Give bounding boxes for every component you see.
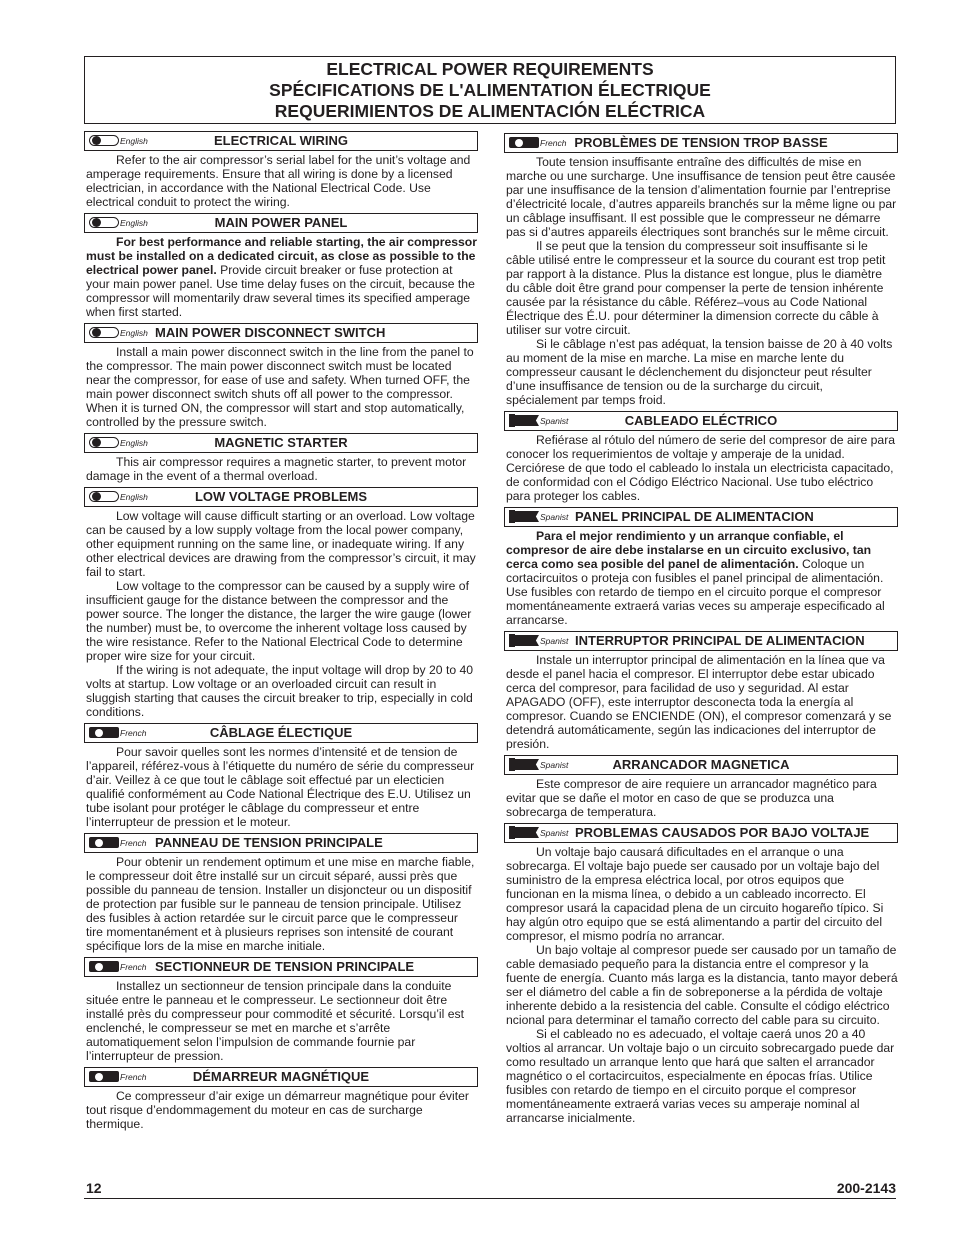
page-footer: [84, 1180, 896, 1199]
section: [84, 957, 478, 1063]
paragraph: Toute tension insuffisante entraîne des difficultés de mise en marche ou une surcharge. Une insuffisance de tension peut être causée par une insuffisance de la tension d’alimentation fournie par l’entreprise d’électricité locale, d’autres appareils branchés sur la même ligne ou par un câblage insuffisant. Il est possible que le compresseur ne démarre pas si d’autres appareils électriques sont branchés sur le même circuit.: [506, 155, 897, 239]
paragraph-text: Provide circuit breaker or fuse protection at your main power panel. Use time delay fuses on the circuit, because the compressor will momentarily draw several times its specified amperage when first started.: [86, 263, 475, 319]
section-heading: MAIN POWER PANEL: [214, 215, 348, 230]
language-label: Spanist: [540, 512, 569, 522]
section-header: [84, 723, 478, 743]
section-body: [506, 777, 898, 819]
section-body: [506, 845, 898, 1125]
section-heading: PANEL PRINCIPAL DE ALIMENTACION: [575, 509, 814, 524]
section: [84, 833, 478, 953]
section-heading: ARRANCADOR MAGNETICA: [612, 757, 790, 772]
section-body: [86, 455, 478, 483]
section-heading: MAGNETIC STARTER: [214, 435, 348, 450]
language-tag-icon: [89, 326, 151, 339]
paragraph: Low voltage will cause difficult starting or an overload. Low voltage can be caused by a low supply voltage from the local power company, other equipment running on the same line, or inadequate wiring. If any other electrical devices are drawing from the compressor’s circuit, it may fail to start.: [86, 509, 476, 579]
section-body: [86, 509, 478, 719]
paragraph: Este compresor de aire requiere un arrancador magnético para evitar que se dañe el motor en caso de que se produzca una sobrecarga de temperatura.: [506, 777, 877, 819]
paragraph: Install a main power disconnect switch in the line from the panel to the compressor. The main power disconnect switch must be located near the compressor, for ease of use and safety. When turned OFF, the main power disconnect switch shuts off all power to the compressor. When it is turned ON, the compressor will start and stop automatically, controlled by the pressure switch.: [86, 345, 474, 429]
paragraph: Low voltage to the compressor can be caused by a supply wire of insufficient gauge for the distance between the compressor and the power source. The longer the distance, the larger the wire gauge (lower the number) must be, to overcome the inherent voltage loss caused by the wire resistance. Refer to the National Electrical Code to determine proper wire size for your circuit.: [86, 579, 472, 663]
section-header: [504, 755, 898, 775]
language-label: English: [120, 136, 148, 146]
right-column: [504, 133, 898, 1129]
section-header: [84, 833, 478, 853]
section: [504, 411, 898, 503]
paragraph: Si le câblage n’est pas adéquat, la tension baisse de 20 à 40 volts au moment de la mise en marche. La mise en marche lente du compresseur causant le déclenchement du disjoncteur peut résulter d’une insuffisance de tension ou de la surcharge du circuit, spécialement par temps froid.: [506, 337, 893, 407]
section-header: [84, 957, 478, 977]
section-heading: DÉMARREUR MAGNÉTIQUE: [192, 1069, 370, 1084]
section-body: [86, 855, 478, 953]
section: [84, 131, 478, 209]
title-spanish: REQUERIMIENTOS DE ALIMENTACIÓN ELÉCTRICA: [274, 101, 706, 121]
paragraph: Instale un interruptor principal de alimentación en la línea que va desde el panel hacia el compresor. El interruptor debe estar ubicado cerca del compresor, para facilidad de uso y seguridad. Al estar APAGADO (OFF), este interruptor desconecta toda la energía al compresor. Cuando se ENCIENDE (ON), el compresor comenzará y se detendrá automáticamente, según las indicaciones del interruptor de presión.: [506, 653, 892, 751]
language-label: French: [120, 838, 147, 848]
language-label: French: [540, 138, 567, 148]
section-heading: ELECTRICAL WIRING: [213, 133, 349, 148]
language-label: English: [120, 328, 148, 338]
section-header: [84, 213, 478, 233]
section: [84, 1067, 478, 1131]
section-heading: INTERRUPTOR PRINCIPAL DE ALIMENTACION: [575, 633, 865, 648]
paragraph-text: Coloque un cortacircuitos o proteja con fusibles el panel principal de alimentación. Use fusibles con retardo de tiempo en el circuito porque el compresor momentáneamente extraerá varias veces su amperaje especificado al arrancarse.: [506, 557, 885, 627]
paragraph: [506, 529, 898, 627]
section-heading: CÂBLAGE ÉLECTIQUE: [209, 725, 353, 740]
section-heading: PROBLÈMES DE TENSION TROP BASSE: [574, 135, 828, 150]
paragraph: Refiérase al rótulo del número de serie del compresor de aire para conocer los requerimientos de voltaje y amperaje de la unidad. Cerciórese de que todo el cableado lo instala un electricista capacitado, de conformidad con el Código Eléctrico Nacional. Use tubo eléctrico para proteger los cables.: [506, 433, 896, 503]
language-label: French: [120, 728, 147, 738]
language-label: English: [120, 218, 148, 228]
section-header: [504, 823, 898, 843]
language-label: Spanist: [540, 760, 569, 770]
section-heading: SECTIONNEUR DE TENSION PRINCIPALE: [155, 959, 415, 974]
section-body: [506, 529, 898, 627]
title-french: SPÉCIFICATIONS DE L'ALIMENTATION ÉLECTRIQUE: [269, 80, 711, 100]
section-body: [86, 153, 478, 209]
emphasis-text: Para el mejor rendimiento y un arranque confiable, el compresor de aire debe instalarse en un circuito exclusivo, tan cerca como sea posible del panel de alimentación.: [506, 529, 872, 571]
section: [84, 433, 478, 483]
language-tag-icon: [509, 634, 571, 647]
section-header: [84, 433, 478, 453]
section-heading: PANNEAU DE TENSION PRINCIPALE: [155, 835, 383, 850]
section-body: [506, 155, 898, 407]
section-body: [86, 345, 478, 429]
language-label: Spanist: [540, 416, 569, 426]
section: [504, 823, 898, 1125]
section: [504, 631, 898, 751]
paragraph: Il se peut que la tension du compresseur soit insuffisante si le câble utilisé entre le compresseur et la source du courant est trop petit par rapport à la distance. Plus la distance est longue, plus le diamètre du câble doit être grand pour compenser la perte de tension inhérente causée par la résistance du câble. Référez–vous au Code National Électrique des É.U. pour déterminer la dimension correcte du câble à utiliser sur votre circuit.: [506, 239, 886, 337]
section: [504, 755, 898, 819]
paragraph: Si el cableado no es adecuado, el voltaje caerá unos 20 a 40 voltios al arrancar. Un voltaje bajo o un circuito sobrecargado puede dar como resultado un arranque lento que hará que salten el arrancador magnético o el cortacircuitos, especialmente en épocas frías. Utilice fusibles con retardo de tiempo en el circuito porque el compresor momentáneamente extraerá varias veces su amperaje nominal al arrancarse inicialmente.: [506, 1027, 895, 1125]
section-header: [84, 323, 478, 343]
section-heading: LOW VOLTAGE PROBLEMS: [194, 489, 368, 504]
paragraph: If the wiring is not adequate, the input voltage will drop by 20 to 40 volts at startup. Low voltage or an overloaded circuit can result in sluggish starting that causes the circuit breaker to trip, especially in cold conditions.: [86, 663, 474, 719]
section: [84, 213, 478, 319]
paragraph: Ce compresseur d’air exige un démarreur magnétique pour éviter tout risque d’endommagement du moteur en cas de surcharge thermique.: [86, 1089, 469, 1131]
paragraph: Un bajo voltaje al compresor puede ser causado por un tamaño de cable demasiado pequeño para la distancia entre el compresor y la fuente de energía. Cuanto más larga es la distancia, tanto mayor deberá ser el diámetro del cable a fin de sobreponerse a la pérdida de voltaje inherente debido a la resistencia del cable. Consulte el código eléctrico ncional para determinar el tamaño correcto del cable para su circuito.: [506, 943, 898, 1027]
section-header: [504, 411, 898, 431]
left-column: [84, 131, 478, 1135]
paragraph: This air compressor requires a magnetic starter, to prevent motor damage in the event of a thermal overload.: [86, 455, 467, 483]
page-title-box: [84, 56, 896, 124]
section-header: [84, 131, 478, 151]
section-body: [86, 235, 478, 319]
language-tag-icon: [509, 510, 571, 523]
language-tag-icon: [89, 836, 151, 849]
language-label: French: [120, 962, 147, 972]
title-english: ELECTRICAL POWER REQUIREMENTS: [326, 59, 654, 79]
language-label: English: [120, 492, 148, 502]
section-heading: MAIN POWER DISCONNECT SWITCH: [155, 325, 386, 340]
section-body: [86, 1089, 478, 1131]
section-header: [504, 133, 898, 153]
section-body: [86, 745, 478, 829]
paragraph: Pour savoir quelles sont les normes d’intensité et de tension de l’appareil, référez-vous à l’étiquette du numéro de série du compresseur d’air. Veillez à ce que tout le câblage soit effectué par un electicien qualifié conformément au Code National Électrique des E.U. Utilisez un tube isolant pour protéger le câblage du compresseur et entre l’interrupteur de pression et le moteur.: [86, 745, 475, 829]
language-tag-icon: [509, 826, 571, 839]
section-heading: CABLEADO ELÉCTRICO: [624, 413, 778, 428]
section-body: [506, 653, 898, 751]
language-tag-icon: [89, 960, 151, 973]
language-label: Spanist: [540, 828, 569, 838]
paragraph: Installez un sectionneur de tension principale dans la conduite située entre le panneau et le compresseur. Le sectionneur doit être installé près du compresseur pour commodité et sécurité. Lorsqu’il est enclenché, le compresseur se met en marche et s’arrête automatiquement selon l’impulsion de commande fournie par l’interrupteur de pression.: [86, 979, 464, 1063]
paragraph: Pour obtenir un rendement optimum et une mise en marche fiable, le compresseur doit être installé sur un circuit séparé, aussi près que possible du panneau de tension. Installer un disjoncteur ou un dispositif de protection par fusible sur le panneau de tension principale. Utilisez des fusibles à action retardée sur le circuit parce que le compresseur tire momentanément et à plusieurs reprises son intensité de courant spécifique lors de la mise en marche initiale.: [86, 855, 475, 953]
section-header: [504, 631, 898, 651]
page-number: 12: [86, 1180, 102, 1196]
document-code: 200-2143: [836, 1180, 896, 1196]
language-label: English: [120, 438, 148, 448]
section-heading: PROBLEMAS CAUSADOS POR BAJO VOLTAJE: [575, 825, 870, 840]
paragraph: Un voltaje bajo causará dificultades en el arranque o una sobrecarga. El voltaje bajo puede ser causado por un voltaje bajo del suministro de la empresa eléctrica local, por otros equipos que funcionan en la misma línea, o debido a un cableado incorrecto. El compresor usará la capacidad plena de un circuito hogareño típico. Si hay algún otro equipo que se está alimentando a partir del circuito del compresor, el mismo podría no arrancar.: [506, 845, 884, 943]
language-label: French: [120, 1072, 147, 1082]
section: [504, 133, 898, 407]
section: [504, 507, 898, 627]
language-label: Spanist: [540, 636, 569, 646]
section-header: [504, 507, 898, 527]
section-body: [506, 433, 898, 503]
section-header: [84, 1067, 478, 1087]
section: [84, 487, 478, 719]
section-body: [86, 979, 478, 1063]
section: [84, 723, 478, 829]
section: [84, 323, 478, 429]
section-header: [84, 487, 478, 507]
paragraph: [86, 235, 478, 319]
paragraph: Refer to the air compressor’s serial label for the unit’s voltage and amperage requirements. Ensure that all wiring is done by a licensed electrician, in accordance with the National Electrical Code. Use electrical conduit to protect the wiring.: [86, 153, 471, 209]
emphasis-text: For best performance and reliable starting, the air compressor must be installed on a dedicated circuit, as close as possible to the electrical power panel.: [86, 235, 477, 277]
